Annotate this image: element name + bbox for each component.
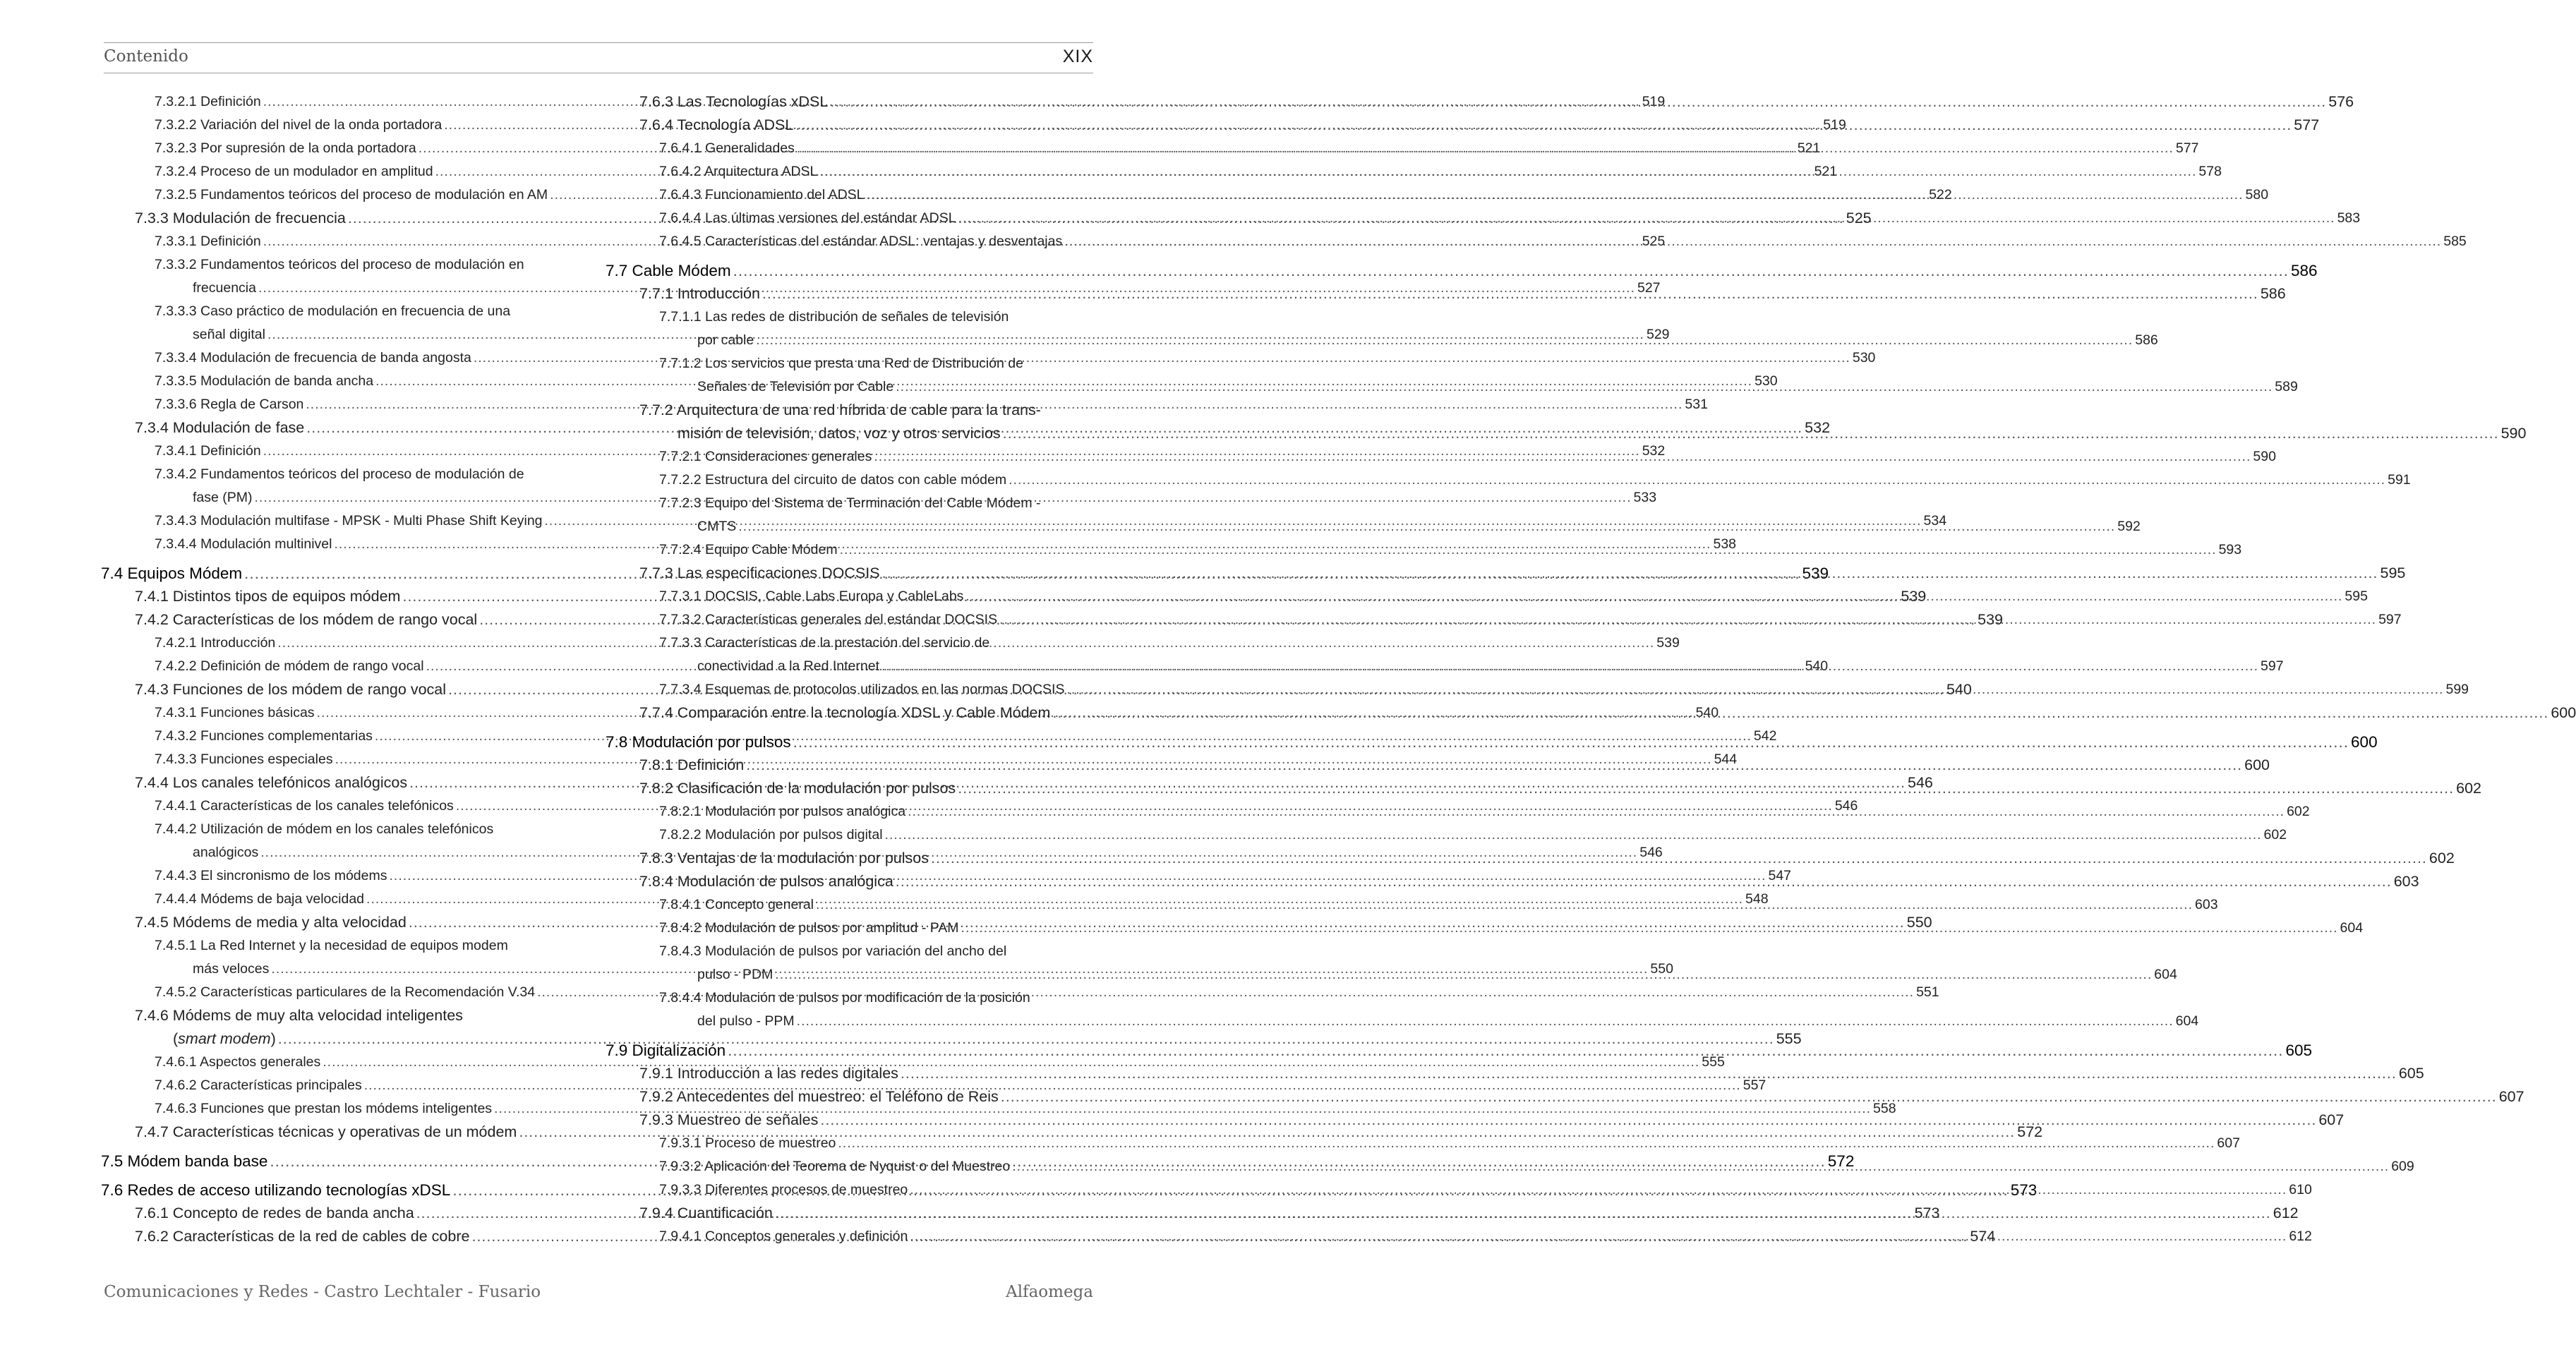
toc-entry-title: 7.3.3 Modulación de frecuencia	[135, 210, 346, 227]
dot-leader	[819, 160, 2196, 183]
toc-entry-page: 605	[2285, 1042, 2313, 1059]
toc-entry-page: 597	[2261, 658, 2284, 674]
header-page-number: XIX	[1062, 47, 1093, 66]
dot-leader	[1009, 469, 2385, 492]
toc-entry-title: 7.7.2.2 Estructura del circuito de datos con cable módem	[659, 472, 1007, 488]
toc-entry-title: 7.6.4.4 Las últimas versiones del estándar ADSL	[659, 210, 956, 226]
toc-entry-page: 604	[2154, 967, 2177, 982]
toc-entry-page: 591	[2388, 472, 2411, 488]
toc-entry-title: 7.7.2.3 Equipo del Sistema de Terminación del Cable Módem -	[659, 495, 1041, 511]
toc-entry-title: 7.9.3.1 Proceso de muestreo	[659, 1135, 836, 1151]
toc-entry-page: 540	[1695, 705, 1719, 720]
toc-entry-page: 534	[1923, 513, 1947, 529]
toc-entry-line	[606, 469, 2411, 492]
dot-leader	[896, 870, 2392, 893]
toc-entry-page: 539	[1978, 611, 2003, 628]
toc-entry-page: 600	[2351, 733, 2378, 751]
header-section-title: Contenido	[104, 47, 188, 66]
toc-entry-page: 544	[1714, 752, 1738, 767]
toc-entry-title: 7.8.2.2 Modulación por pulsos digital	[659, 827, 883, 843]
toc-entry-title: 7.7 Cable Módem	[606, 262, 731, 279]
toc-entry-title: 7.4.3.1 Funciones básicas	[155, 705, 315, 720]
toc-entry-page: 572	[2017, 1123, 2043, 1140]
toc-entry-page: 548	[1745, 891, 1769, 907]
toc-entry-level-3	[606, 1132, 2240, 1155]
toc-entry-page: 578	[2198, 164, 2222, 179]
toc-entry-title: 7.9.3 Muestreo de señales	[639, 1111, 819, 1128]
dot-leader	[793, 730, 2349, 754]
toc-entry-page: 539	[1901, 588, 1927, 605]
dot-leader	[795, 114, 2292, 137]
dot-leader	[910, 1178, 2287, 1202]
dot-leader	[999, 608, 2376, 632]
toc-entry-page: 612	[2273, 1205, 2299, 1221]
toc-entry-title: 7.8.2 Clasificación de la modulación por pulsos	[639, 780, 956, 797]
toc-entry-title: 7.9.3.2 Aplicación del Teorema de Nyquist o del Muestreo	[659, 1159, 1011, 1174]
toc-entry-page: 547	[1768, 868, 1792, 883]
dot-leader	[756, 329, 2133, 352]
toc-entry-page: 527	[1637, 280, 1661, 296]
toc-entry-title: 7.6.4 Tecnología ADSL	[639, 116, 794, 133]
toc-entry-line	[606, 1010, 2199, 1033]
toc-entry-title: 7.4.4 Los canales telefónicos analógicos	[135, 774, 408, 791]
toc-entry-title: 7.6.4.5 Características del estándar ADSL: ventajas y desventajas	[659, 234, 1063, 249]
toc-entry-title: 7.6.4.3 Funcionamiento del ADSL	[659, 187, 865, 203]
toc-entry-page: 540	[1946, 681, 1972, 698]
toc-entry-title-continuation: (smart modem)	[173, 1030, 276, 1047]
toc-entry-title: 7.3.4.1 Definición	[155, 443, 261, 459]
toc-entry-level-1	[606, 259, 2318, 282]
toc-entry-title: 7.8.4 Modulación de pulsos analógica	[639, 873, 893, 890]
toc-entry-title: 7.6.2 Características de la red de cables de cobre	[135, 1228, 470, 1245]
toc-entry-page: 577	[2175, 140, 2199, 156]
footer-book-title: Comunicaciones y Redes - Castro Lechtaler - Fusario	[104, 1283, 541, 1301]
toc-entry-title: 7.6.4.1 Generalidades	[659, 140, 795, 156]
dot-leader	[901, 1062, 2397, 1085]
dot-leader	[762, 282, 2258, 306]
toc-entry-page: 602	[2263, 827, 2287, 843]
toc-entry-page: 574	[1970, 1228, 1996, 1245]
toc-entry-title: 7.3.4.4 Modulación multinivel	[155, 536, 332, 552]
dot-leader	[910, 1225, 2287, 1248]
toc-entry-page: 602	[2428, 850, 2455, 867]
dot-leader	[882, 562, 2378, 585]
toc-entry-page: 521	[1797, 140, 1821, 156]
toc-entry-title: 7.8.3 Ventajas de la modulación por pulsos	[639, 850, 929, 867]
dot-leader	[881, 655, 2258, 678]
toc-entry-page: 546	[1639, 845, 1663, 860]
toc-entry-title: 7.4.2 Características de los módem de rango vocal	[135, 611, 478, 628]
toc-entry-title: 7.9.2 Antecedentes del muestreo: el Teléfono de Reis	[639, 1088, 999, 1105]
dot-leader	[797, 1010, 2174, 1033]
toc-entry-page: 550	[1650, 961, 1673, 977]
toc-entry-page: 589	[2275, 379, 2298, 394]
toc-entry-title: 7.3.2.2 Variación del nivel de la onda portadora	[155, 117, 443, 133]
toc-entry-page: 542	[1753, 728, 1777, 744]
toc-entry-page: 585	[2443, 234, 2467, 249]
dot-leader	[738, 515, 2115, 538]
toc-entry-title: 7.3.3.3 Caso práctico de modulación en frecuencia de una	[155, 303, 511, 319]
toc-entry-title: 7.7.4 Comparación entre la tecnología XDSL y Cable Módem	[639, 704, 1051, 721]
toc-entry-page: 576	[2328, 93, 2354, 110]
toc-entry-title-continuation: frecuencia	[193, 280, 256, 296]
toc-entry-title: 7.3.4 Modulación de fase	[135, 419, 305, 436]
toc-entry-title: 7.8.4.1 Concepto general	[659, 897, 814, 912]
toc-entry-page: 604	[2340, 920, 2364, 936]
dot-leader	[797, 137, 2174, 160]
toc-entry-title: 7.7.3 Las especificaciones DOCSIS	[639, 565, 880, 581]
dot-leader	[1012, 1155, 2389, 1178]
toc-entry-title: 7.4.5.2 Características particulares de la Recomendación V.34	[155, 984, 536, 1000]
toc-entry-title: 7.3.3.6 Regla de Carson	[155, 397, 304, 412]
toc-entry-title: 7.7.2.1 Consideraciones generales	[659, 449, 872, 464]
toc-entry-page: 531	[1685, 397, 1708, 412]
toc-entry-page: 519	[1642, 94, 1666, 109]
toc-entry-page: 555	[1776, 1030, 1802, 1047]
toc-entry-title-continuation: fase (PM)	[193, 490, 253, 505]
toc-entry-page: 593	[2218, 542, 2242, 557]
toc-entry-title: 7.4.7 Características técnicas y operativas de un módem	[135, 1123, 517, 1140]
toc-entry-title: 7.7.3.4 Esquemas de protocolos utilizados en las normas DOCSIS	[659, 682, 1065, 697]
dot-leader	[958, 777, 2454, 800]
toc-entry-page: 609	[2391, 1159, 2414, 1174]
toc-entry-title: 7.3.3.4 Modulación de frecuencia de banda angosta	[155, 350, 471, 366]
toc-entry-page: 530	[1852, 350, 1876, 366]
toc-entry-title: 7.4 Equipos Módem	[101, 565, 243, 582]
dot-leader	[908, 800, 2285, 823]
toc-entry-page: 577	[2294, 116, 2320, 133]
toc-entry-page: 600	[2244, 756, 2270, 773]
toc-entry-title: 7.6.1 Concepto de redes de banda ancha	[135, 1205, 414, 1221]
toc-entry-page: 550	[1906, 914, 1932, 931]
toc-entry-line	[606, 823, 2287, 847]
dot-leader	[965, 585, 2342, 608]
toc-entry-page: 602	[2456, 780, 2481, 797]
toc-entry-title: 7.9 Digitalización	[606, 1042, 726, 1059]
toc-entry-page: 557	[1743, 1078, 1767, 1093]
toc-entry-page: 572	[1827, 1152, 1855, 1170]
toc-entry-title: 7.6 Redes de acceso utilizando tecnologías xDSL	[101, 1181, 451, 1199]
dot-leader	[961, 917, 2338, 940]
toc-entry-level-3	[606, 823, 2287, 847]
toc-entry-page: 590	[2500, 425, 2527, 442]
toc-entry-title: 7.9.1 Introducción a las redes digitales	[639, 1065, 898, 1082]
toc-entry-page: 603	[2195, 897, 2218, 912]
toc-entry-page: 586	[2135, 332, 2158, 348]
toc-entry-page: 590	[2253, 449, 2276, 464]
toc-entry-title: 7.7.2 Arquitectura de una red híbrida de cable para la trans-	[639, 402, 1041, 418]
toc-entry-title: 7.8.4.2 Modulación de pulsos por amplitud - PAM	[659, 920, 959, 936]
toc-entry-title: 7.4.5.1 La Red Internet y la necesidad de equipos modem	[155, 938, 508, 953]
toc-entry-page: 612	[2289, 1229, 2312, 1244]
toc-entry-page: 592	[2117, 519, 2141, 534]
toc-entry-page: 610	[2289, 1182, 2312, 1197]
toc-entry-page: 602	[2287, 804, 2310, 819]
toc-entry-title-continuation: pulso - PDM	[697, 967, 774, 982]
toc-entry-title: 7.8.1 Definición	[639, 756, 745, 773]
toc-entry-page: 533	[1633, 490, 1657, 505]
toc-entry-level-3	[606, 469, 2411, 492]
dot-leader	[840, 538, 2217, 562]
dot-leader	[931, 847, 2427, 870]
dot-leader	[775, 1202, 2271, 1225]
running-header	[104, 42, 1093, 73]
toc-entry-title: 7.8.4.4 Modulación de pulsos por modificación de la posición	[659, 990, 1030, 1006]
dot-leader	[838, 1132, 2215, 1155]
toc-entry-title: 7.3.3.2 Fundamentos teóricos del proceso de modulación en	[155, 257, 524, 272]
dot-leader	[958, 207, 2335, 230]
toc-entry-page: 532	[1805, 419, 1831, 436]
footer-publisher: Alfaomega	[1006, 1283, 1093, 1301]
toc-entry-title: 7.4.2.1 Introducción	[155, 635, 276, 651]
toc-entry-page: 580	[2245, 187, 2269, 203]
toc-entry-title: 7.4.6.2 Características principales	[155, 1078, 362, 1093]
toc-entry-page: 586	[2260, 285, 2286, 302]
toc-entry-title: 7.7.3.3 Características de la prestación del servicio de	[659, 635, 990, 651]
dot-leader	[885, 823, 2262, 847]
toc-entry-page: 522	[1929, 187, 1952, 203]
dot-leader	[746, 754, 2242, 777]
toc-entry-title: 7.9.4.1 Conceptos generales y definición	[659, 1229, 908, 1244]
dot-leader	[830, 90, 2326, 114]
toc-entry-page: 600	[2551, 704, 2576, 721]
toc-entry-page: 551	[1916, 984, 1939, 1000]
toc-entry-line	[606, 1132, 2240, 1155]
toc-entry-title: 7.5 Módem banda base	[101, 1152, 268, 1170]
toc-entry-page: 573	[2010, 1181, 2038, 1199]
toc-entry-title: 7.9.4 Cuantificación	[639, 1205, 773, 1221]
toc-entry-page: 538	[1713, 536, 1737, 552]
toc-entry-page: 599	[2445, 682, 2469, 697]
dot-leader	[867, 183, 2244, 207]
toc-entry-page: 607	[2217, 1135, 2240, 1151]
toc-entry-page: 519	[1823, 117, 1846, 133]
toc-entry-title: 7.7.3.1 DOCSIS, Cable Labs Europa y CableLabs	[659, 589, 964, 604]
toc-entry-title: 7.4.1 Distintos tipos de equipos módem	[135, 588, 401, 605]
toc-entry-title: 7.4.3.2 Funciones complementarias	[155, 728, 373, 744]
toc-entry-page: 539	[1802, 565, 1829, 582]
toc-entry-page: 586	[2290, 262, 2318, 279]
toc-entry-title: 7.4.6.3 Funciones que prestan los módems inteligentes	[155, 1101, 493, 1116]
toc-entry-title-continuation: CMTS	[697, 519, 737, 534]
toc-entry-title: 7.4.3.3 Funciones especiales	[155, 752, 333, 767]
toc-entry-title: 7.4.4.1 Características de los canales telefónicos	[155, 798, 454, 814]
toc-entry-title: 7.7.1 Introducción	[639, 285, 760, 302]
toc-entry-title-continuation: conectividad a la Red Internet	[697, 658, 879, 674]
toc-entry-title-continuation: misión de televisión, datos, voz y otros servicios	[678, 425, 1001, 442]
toc-entry-line	[606, 259, 2318, 282]
toc-entry-title: 7.3.4.3 Modulación multifase - MPSK - Multi Phase Shift Keying	[155, 513, 543, 529]
toc-entry-page: 555	[1702, 1054, 1725, 1070]
toc-entry-title: 7.4.6.1 Aspectos generales	[155, 1054, 321, 1070]
dot-leader	[896, 375, 2273, 399]
dot-leader	[820, 1109, 2316, 1132]
toc-entry-page: 607	[2318, 1111, 2345, 1128]
toc-entry-title-continuation: por cable	[697, 332, 754, 348]
toc-entry-page: 525	[1846, 210, 1872, 227]
dot-leader	[1066, 678, 2443, 701]
toc-entry-page: 573	[1914, 1205, 1940, 1221]
toc-entry-page: 603	[2393, 873, 2419, 890]
toc-entry-title: 7.3.2.1 Definición	[155, 94, 261, 109]
toc-entry-title-continuation: más veloces	[193, 961, 270, 977]
toc-entry-title: 7.6.3 Las Tecnologías xDSL	[639, 93, 829, 110]
dot-leader	[874, 445, 2251, 469]
toc-entry-title-continuation: analógicos	[193, 845, 259, 860]
toc-entry-page: 604	[2175, 1013, 2199, 1029]
dot-leader	[1003, 422, 2499, 445]
toc-entry-title: 7.4.2.2 Definición de módem de rango vocal	[155, 658, 424, 674]
toc-entry-page: 530	[1755, 373, 1778, 389]
toc-entry-page: 595	[2345, 589, 2368, 604]
toc-entry-title: 7.8 Modulación por pulsos	[606, 733, 791, 751]
dot-leader	[1001, 1085, 2497, 1109]
dot-leader	[816, 893, 2193, 917]
toc-entry-title: 7.3.3.5 Modulación de banda ancha	[155, 373, 374, 389]
dot-leader	[728, 1039, 2283, 1062]
toc-entry-page: 607	[2498, 1088, 2524, 1105]
toc-entry-page: 546	[1834, 798, 1858, 814]
toc-entry-page: 525	[1642, 234, 1666, 249]
toc-entry-title: 7.4.4.4 Módems de baja velocidad	[155, 891, 365, 907]
toc-entry-title: 7.4.3 Funciones de los módem de rango vocal	[135, 681, 447, 698]
toc-entry-title: 7.7.1.2 Los servicios que presta una Red de Distribución de	[659, 356, 1023, 371]
toc-entry-page: 529	[1646, 327, 1670, 342]
dot-leader	[775, 963, 2152, 986]
toc-entry-page: 540	[1805, 658, 1829, 674]
toc-entry-title-continuation: señal digital	[193, 327, 265, 342]
toc-entry-title-continuation: del pulso - PPM	[697, 1013, 795, 1029]
dot-leader	[733, 259, 2289, 282]
toc-entry-title: 7.7.1.1 Las redes de distribución de señales de televisión	[659, 309, 1009, 325]
toc-entry-title: 7.3.3.1 Definición	[155, 234, 261, 249]
toc-entry-page: 558	[1873, 1101, 1896, 1116]
toc-entry-title: 7.4.4.3 El sincronismo de los módems	[155, 868, 387, 883]
toc-entry-title: 7.3.2.4 Proceso de un modulador en amplitud	[155, 164, 433, 179]
toc-entry-title: 7.7.2.4 Equipo Cable Módem	[659, 542, 838, 557]
toc-entry-title: 7.3.2.3 Por supresión de la onda portadora	[155, 140, 416, 156]
toc-entry-page: 583	[2337, 210, 2361, 226]
toc-entry-title: 7.9.3.3 Diferentes procesos de muestreo	[659, 1182, 908, 1197]
dot-leader	[1052, 701, 2548, 725]
toc-entry-title: 7.8.2.1 Modulación por pulsos analógica	[659, 804, 906, 819]
toc-entry-page: 539	[1656, 635, 1680, 651]
toc-entry-title: 7.4.4.2 Utilización de módem en los canales telefónicos	[155, 821, 494, 837]
toc-entry-title: 7.7.3.2 Características generales del estándar DOCSIS	[659, 612, 998, 627]
toc-entry-page: 546	[1908, 774, 1933, 791]
toc-entry-page: 595	[2380, 565, 2406, 581]
toc-entry-page: 605	[2398, 1065, 2424, 1082]
toc-entry-title: 7.3.2.5 Fundamentos teóricos del proceso de modulación en AM	[155, 187, 548, 203]
toc-entry-title: 7.3.4.2 Fundamentos teóricos del proceso de modulación de	[155, 466, 524, 482]
toc-entry-page: 521	[1814, 164, 1838, 179]
toc-entry-title-continuation: Señales de Televisión por Cable	[697, 379, 894, 394]
toc-entry-title: 7.6.4.2 Arquitectura ADSL	[659, 164, 818, 179]
dot-leader	[1064, 230, 2441, 253]
toc-entry-title: 7.8.4.3 Modulación de pulsos por variación del ancho del	[659, 943, 1007, 959]
toc-entry-page: 532	[1642, 443, 1666, 459]
toc-entry-page: 597	[2378, 612, 2402, 627]
toc-entry-title: 7.4.5 Módems de media y alta velocidad	[135, 914, 407, 931]
toc-entry-title: 7.4.6 Módems de muy alta velocidad inteligentes	[135, 1007, 463, 1024]
